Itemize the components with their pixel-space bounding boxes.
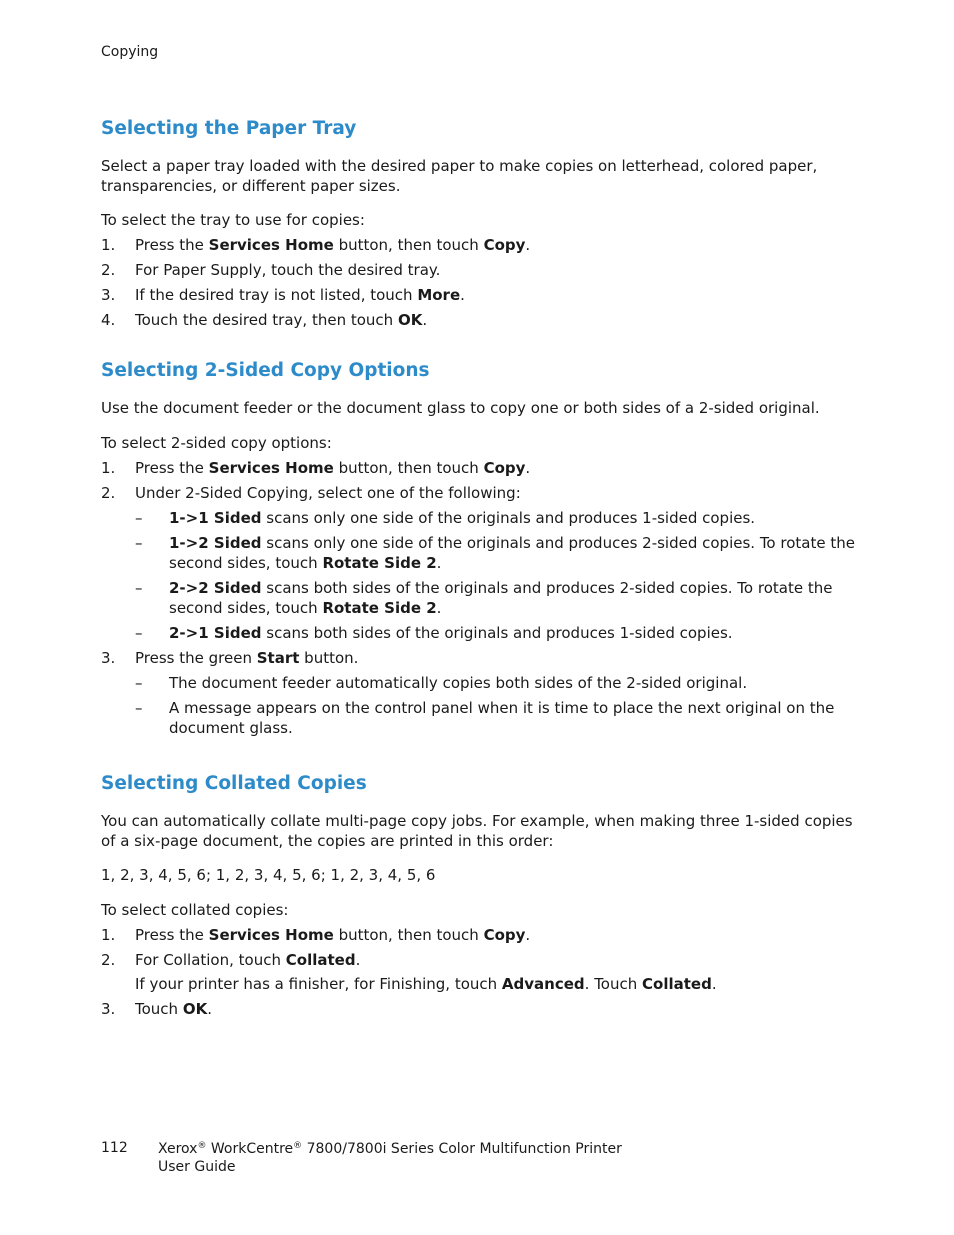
option-text: 2->2 Sided scans both sides of the originals and produces 2-sided copies. To rotate the second sides, touch Rotate Side 2. bbox=[169, 579, 833, 617]
dash-bullet: – bbox=[135, 534, 143, 552]
step-number: 2. bbox=[101, 951, 116, 969]
note-text: The document feeder automatically copies both sides of the 2-sided original. bbox=[169, 674, 748, 692]
step-text: Under 2-Sided Copying, select one of the following: bbox=[135, 484, 521, 502]
step-number: 1. bbox=[101, 926, 116, 944]
step-text: Touch the desired tray, then touch OK. bbox=[135, 311, 428, 329]
step-continuation: If your printer has a finisher, for Finishing, touch Advanced. Touch Collated. bbox=[135, 975, 717, 993]
heading-2-sided: Selecting 2-Sided Copy Options bbox=[101, 360, 430, 381]
step-text: Press the Services Home button, then touch Copy. bbox=[135, 459, 531, 477]
running-header: Copying bbox=[101, 44, 159, 60]
step-number: 2. bbox=[101, 484, 116, 502]
collated-order: 1, 2, 3, 4, 5, 6; 1, 2, 3, 4, 5, 6; 1, 2, 3, 4, 5, 6 bbox=[101, 866, 436, 884]
dash-bullet: – bbox=[135, 579, 143, 597]
step-number: 4. bbox=[101, 311, 116, 329]
heading-paper-tray: Selecting the Paper Tray bbox=[101, 118, 357, 139]
dash-bullet: – bbox=[135, 674, 143, 692]
heading-collated: Selecting Collated Copies bbox=[101, 773, 367, 794]
dash-bullet: – bbox=[135, 699, 143, 717]
footer-product-title: Xerox® WorkCentre® 7800/7800i Series Color Multifunction Printer User Guide bbox=[158, 1141, 622, 1175]
option-text: 1->1 Sided scans only one side of the originals and produces 1-sided copies. bbox=[169, 509, 756, 527]
option-text: 2->1 Sided scans both sides of the originals and produces 1-sided copies. bbox=[169, 624, 733, 642]
paper-tray-lead: To select the tray to use for copies: bbox=[101, 211, 365, 229]
step-number: 3. bbox=[101, 286, 116, 304]
page-number: 112 bbox=[101, 1140, 128, 1156]
step-text: Press the Services Home button, then touch Copy. bbox=[135, 236, 531, 254]
footer-guide-label: User Guide bbox=[158, 1159, 236, 1175]
collated-intro: You can automatically collate multi-page copy jobs. For example, when making three 1-sided copies of a six-page document, the copies are printed in this order: bbox=[101, 812, 853, 850]
2-sided-lead: To select 2-sided copy options: bbox=[101, 434, 332, 452]
step-number: 1. bbox=[101, 236, 116, 254]
dash-bullet: – bbox=[135, 624, 143, 642]
step-text: For Paper Supply, touch the desired tray. bbox=[135, 261, 441, 279]
collated-lead: To select collated copies: bbox=[101, 901, 289, 919]
step-number: 3. bbox=[101, 1000, 116, 1018]
step-number: 2. bbox=[101, 261, 116, 279]
step-text: Press the Services Home button, then touch Copy. bbox=[135, 926, 531, 944]
option-text: 1->2 Sided scans only one side of the originals and produces 2-sided copies. To rotate the second sides, touch Rotate Side 2. bbox=[169, 534, 855, 572]
step-text: Touch OK. bbox=[135, 1000, 212, 1018]
step-number: 1. bbox=[101, 459, 116, 477]
step-text: If the desired tray is not listed, touch More. bbox=[135, 286, 465, 304]
step-number: 3. bbox=[101, 649, 116, 667]
step-text: For Collation, touch Collated. bbox=[135, 951, 361, 969]
paper-tray-intro: Select a paper tray loaded with the desired paper to make copies on letterhead, colored paper, transparencies, or different paper sizes. bbox=[101, 157, 818, 195]
dash-bullet: – bbox=[135, 509, 143, 527]
note-text: A message appears on the control panel when it is time to place the next original on the document glass. bbox=[169, 699, 835, 737]
2-sided-intro: Use the document feeder or the document glass to copy one or both sides of a 2-sided original. bbox=[101, 399, 820, 417]
step-text: Press the green Start button. bbox=[135, 649, 359, 667]
